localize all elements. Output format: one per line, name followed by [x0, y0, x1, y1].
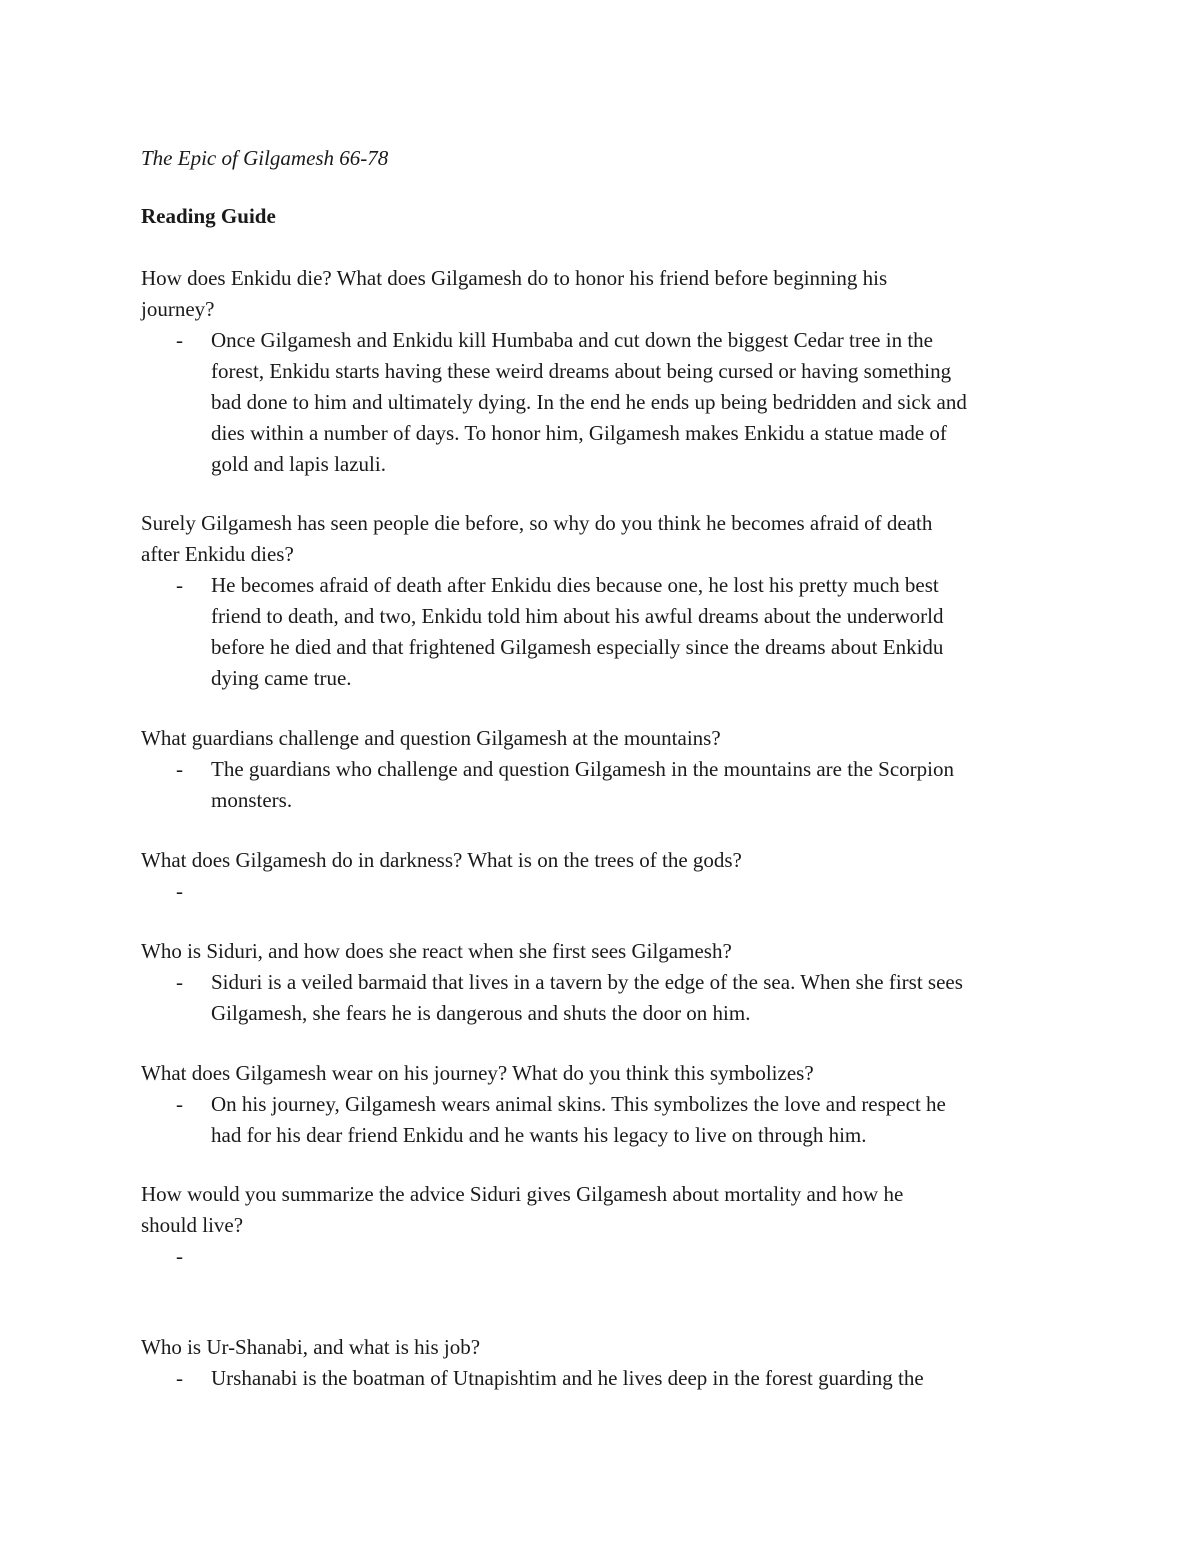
bullet-dash: -: [176, 1244, 183, 1268]
bullet-dash: -: [176, 970, 183, 994]
question-line: should live?: [141, 1213, 244, 1237]
bullet-dash: -: [176, 879, 183, 903]
answer-line: He becomes afraid of death after Enkidu dies because one, he lost his pretty much best: [211, 573, 939, 597]
answer-text: [211, 1089, 1071, 1151]
answer-line: forest, Enkidu starts having these weird dreams about being cursed or having something: [211, 359, 952, 383]
bullet-dash: -: [176, 1366, 183, 1390]
answer-line: bad done to him and ultimately dying. In the end he ends up being bedridden and sick and: [211, 390, 967, 414]
question-line: Surely Gilgamesh has seen people die before, so why do you think he becomes afraid of death: [141, 511, 933, 535]
answer-line: Gilgamesh, she fears he is dangerous and shuts the door on him.: [211, 1001, 751, 1025]
answer-text: [211, 967, 1071, 1029]
answer-line: friend to death, and two, Enkidu told him about his awful dreams about the underworld: [211, 604, 944, 628]
question-line: What does Gilgamesh do in darkness? What is on the trees of the gods?: [141, 848, 742, 872]
answer-text: [211, 570, 1071, 694]
bullet-dash: -: [176, 328, 183, 352]
answer-text: [211, 1363, 1071, 1394]
answer-line: Urshanabi is the boatman of Utnapishtim and he lives deep in the forest guarding the: [211, 1366, 924, 1390]
answer-line: Siduri is a veiled barmaid that lives in a tavern by the edge of the sea. When she first sees: [211, 970, 963, 994]
answer-line: dying came true.: [211, 666, 352, 690]
answer-text: [211, 754, 1071, 816]
answer-line: had for his dear friend Enkidu and he wants his legacy to live on through him.: [211, 1123, 867, 1147]
bullet-dash: -: [176, 573, 183, 597]
bullet-dash: -: [176, 1092, 183, 1116]
question-line: How does Enkidu die? What does Gilgamesh do to honor his friend before beginning his: [141, 266, 888, 290]
question-line: How would you summarize the advice Siduri gives Gilgamesh about mortality and how he: [141, 1182, 904, 1206]
answer-line: before he died and that frightened Gilgamesh especially since the dreams about Enkidu: [211, 635, 944, 659]
question-line: Who is Ur-Shanabi, and what is his job?: [141, 1335, 481, 1359]
question-line: Who is Siduri, and how does she react when she first sees Gilgamesh?: [141, 939, 732, 963]
answer-line: Once Gilgamesh and Enkidu kill Humbaba and cut down the biggest Cedar tree in the: [211, 328, 933, 352]
answer-line: gold and lapis lazuli.: [211, 452, 386, 476]
question-line: What does Gilgamesh wear on his journey? What do you think this symbolizes?: [141, 1061, 814, 1085]
document-title: The Epic of Gilgamesh 66-78: [141, 146, 389, 170]
answer-text: [211, 325, 1071, 480]
bullet-dash: -: [176, 757, 183, 781]
question-line: journey?: [141, 297, 215, 321]
question-line: after Enkidu dies?: [141, 542, 294, 566]
question-line: What guardians challenge and question Gilgamesh at the mountains?: [141, 726, 721, 750]
answer-line: On his journey, Gilgamesh wears animal skins. This symbolizes the love and respect he: [211, 1092, 946, 1116]
answer-line: monsters.: [211, 788, 293, 812]
page-heading: Reading Guide: [141, 204, 276, 228]
answer-line: dies within a number of days. To honor him, Gilgamesh makes Enkidu a statue made of: [211, 421, 947, 445]
answer-line: The guardians who challenge and question Gilgamesh in the mountains are the Scorpion: [211, 757, 954, 781]
